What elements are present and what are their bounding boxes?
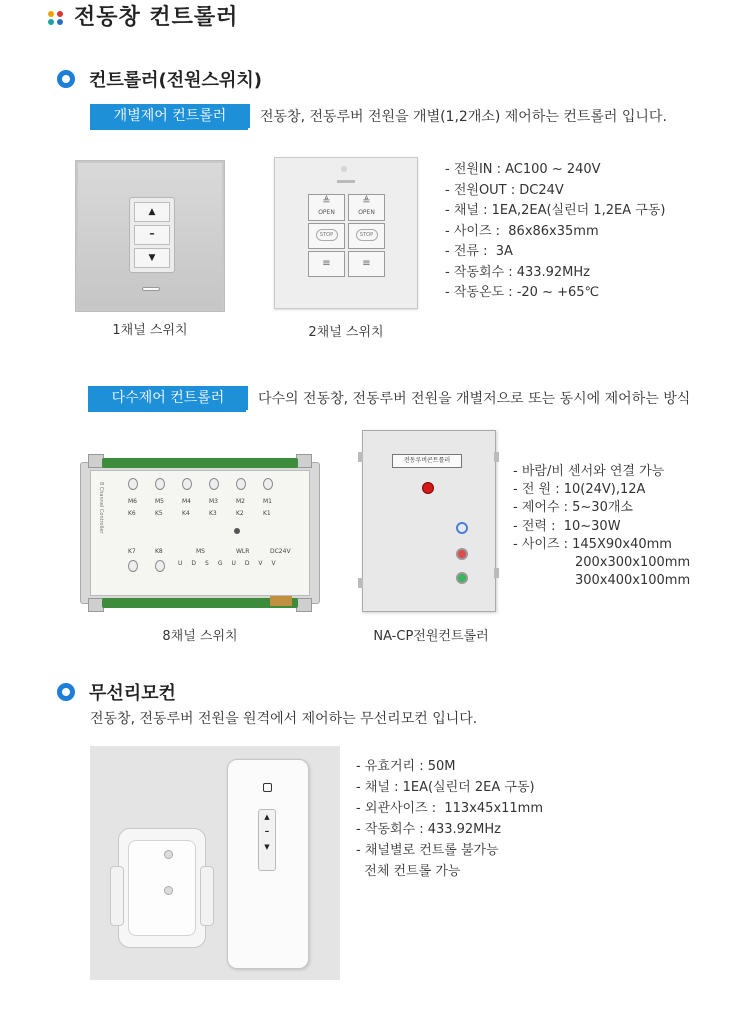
dots-icon	[48, 9, 66, 27]
board-label: M3	[209, 498, 218, 505]
circle-bullet-icon	[57, 683, 75, 701]
tag-underline	[88, 410, 246, 412]
board-label: M1	[263, 498, 272, 505]
board-label: K4	[182, 510, 190, 517]
tag-underline	[90, 128, 248, 130]
up-arrow-icon: ▲	[134, 202, 170, 222]
stop-label: STOP	[356, 229, 378, 241]
spec-line: - 전원OUT : DC24V	[445, 182, 564, 198]
channel-button-icon	[263, 783, 272, 792]
down-arrow-icon: ▼	[134, 248, 170, 268]
spec-line: - 전류 : 3A	[445, 244, 513, 259]
page-title-block	[48, 2, 238, 34]
eight-channel-caption: 8채널 스위치	[162, 629, 238, 644]
down-arrow-icon: ▼	[264, 843, 270, 851]
two-channel-switch-image	[274, 157, 418, 309]
circle-bullet-icon	[57, 70, 75, 88]
board-label: MS	[196, 548, 205, 555]
spec-line: - 사이즈 : 86x86x35mm	[445, 223, 599, 239]
na-cp-controller-image	[358, 430, 502, 614]
multi-control-tag: 다수제어 컨트롤러	[88, 386, 248, 410]
spec-line: - 사이즈 : 145X90x40mm	[513, 536, 672, 552]
led-indicator	[142, 287, 160, 291]
section-controller-heading	[57, 66, 262, 92]
eight-channel-board-image: M6 M5 M4 M3 M2 M1 K6 K5 K4 K3 K2 K1 K7 K8 MS WLR DC24V UDSGUDVV 8 Channel Controller	[80, 452, 320, 614]
board-label: DC24V	[270, 548, 291, 555]
spec-line: - 채널 : 1EA,2EA(실린더 1,2EA 구동)	[445, 203, 666, 218]
multi-control-bar	[88, 386, 690, 410]
board-label: K5	[155, 510, 163, 517]
individual-control-tag: 개별제어 컨트롤러	[90, 104, 250, 128]
one-channel-caption: 1채널 스위치	[112, 323, 188, 338]
board-label: K6	[128, 510, 136, 517]
spec-line: - 작동회수 : 433.92MHz	[356, 822, 502, 837]
spec-line: - 제어수 : 5~30개소	[513, 500, 633, 516]
stop-dash-icon: –	[264, 827, 270, 837]
wireless-remote-image	[90, 746, 340, 980]
open-label: OPEN	[318, 209, 335, 216]
multi-control-description: 다수의 전동창, 전동루버 전원을 개별저으로 또는 동시에 제어하는 방식	[258, 391, 691, 407]
spec-line: - 채널별로 컨트롤 불가능	[356, 843, 499, 858]
up-arrow-icon: ▲	[264, 813, 270, 821]
stop-label: STOP	[316, 229, 338, 241]
switch-grid: ≜ OPEN ≜ OPEN STOP STOP ≡ ≡	[308, 194, 386, 278]
switch-button-panel	[129, 197, 175, 273]
board-label: M5	[155, 498, 164, 505]
one-channel-switch-image	[75, 160, 225, 312]
spec-line: - 작동회수 : 433.92MHz	[445, 264, 591, 280]
spec-line: - 바람/비 센서와 연결 가능	[513, 464, 665, 479]
section-title: 무선리모컨	[89, 683, 176, 704]
spec-line: - 전력 : 10~30W	[513, 518, 621, 534]
remote-description: 전동창, 전동루버 전원을 원격에서 제어하는 무선리모컨 입니다.	[90, 711, 478, 727]
board-label: M4	[182, 498, 191, 505]
spec-line: - 전원IN : AC100 ~ 240V	[445, 162, 601, 177]
na-cp-caption: NA-CP전원컨트롤러	[373, 629, 489, 644]
spec-line: 전체 컨트롤 가능	[356, 864, 461, 879]
spec-line: - 유효거리 : 50M	[356, 759, 456, 774]
board-label: WLR	[236, 548, 250, 555]
remote-specs	[356, 756, 543, 882]
individual-control-description: 전동창, 전동루버 전원을 개별(1,2개소) 제어하는 컨트롤러 입니다.	[260, 109, 667, 125]
box-label: 전동루버콘트롤러	[392, 454, 462, 468]
multi-specs	[513, 463, 690, 590]
board-label: M6	[128, 498, 137, 505]
spec-line: - 작동온도 : -20 ~ +65℃	[445, 285, 600, 300]
page-title: 전동창 컨트롤러	[74, 5, 239, 30]
board-label: K2	[236, 510, 244, 517]
spec-line: - 채널 : 1EA(실린더 2EA 구동)	[356, 780, 535, 795]
open-label: OPEN	[358, 209, 375, 216]
section-remote-heading	[57, 679, 176, 705]
spec-line: - 전 원 : 10(24V),12A	[513, 482, 646, 498]
board-label: M2	[236, 498, 245, 505]
two-channel-caption: 2채널 스위치	[308, 325, 384, 340]
section-title: 컨트롤러(전원스위치)	[89, 70, 262, 91]
board-label: K3	[209, 510, 217, 517]
individual-specs	[445, 160, 665, 304]
board-label: K7	[128, 548, 136, 555]
spec-line: - 외관사이즈 : 113x45x11mm	[356, 801, 544, 816]
board-label: K8	[155, 548, 163, 555]
individual-control-bar	[90, 104, 667, 128]
spec-line: 200x300x100mm	[513, 555, 691, 571]
stop-dash-icon: –	[134, 225, 170, 245]
board-label: K1	[263, 510, 271, 517]
spec-line: 300x400x100mm	[513, 573, 691, 589]
